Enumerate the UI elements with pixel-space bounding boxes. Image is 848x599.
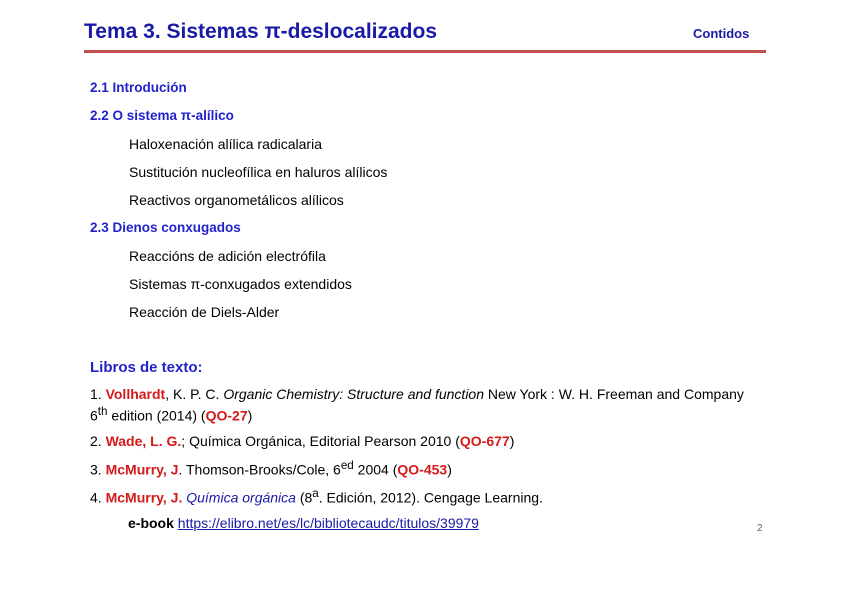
ref-initials: , K. P. C. <box>165 386 224 402</box>
ref-number: 1. <box>90 386 102 402</box>
contents-label: Contidos <box>693 26 750 41</box>
page-title: Tema 3. Sistemas π-deslocalizados <box>84 20 438 43</box>
reference-3 <box>90 457 760 479</box>
ref-author: Wade, L. G. <box>105 432 182 449</box>
ref-edition: (8 <box>295 489 313 506</box>
ref-year: 2004 ( <box>353 461 398 478</box>
ref-close: ) <box>509 432 515 449</box>
reference-1 <box>90 385 760 425</box>
ref-sup: ed <box>340 458 354 472</box>
ref-sup: th <box>97 405 108 418</box>
ref-number: 4. <box>90 489 102 506</box>
ref-publisher: . Edición, 2012). Cengage Learning. <box>318 489 543 506</box>
title-divider <box>84 50 766 53</box>
textbooks-heading: Libros de texto: <box>90 359 203 376</box>
toc-item: Sustitución nucleofílica en haluros alílicos <box>129 164 388 180</box>
toc-item: Reaccións de adición electrófila <box>129 248 326 264</box>
ref-publisher: New York : W. H. Freeman and Company 6 <box>90 386 744 424</box>
toc-item: Haloxenación alílica radicalaria <box>129 136 322 152</box>
ref-close: ) <box>247 407 253 424</box>
toc-item: Reactivos organometálicos alílicos <box>129 192 344 208</box>
ref-publisher: . Thomson-Brooks/Cole, 6 <box>178 461 341 478</box>
ref-number: 3. <box>90 461 102 478</box>
table-of-contents <box>90 79 387 331</box>
ebook-label: e-book <box>128 514 174 531</box>
ebook-line <box>90 514 760 532</box>
ref-title: Química orgánica <box>186 489 296 506</box>
toc-section-introduction: 2.1 Introdución <box>90 80 187 95</box>
ref-author: Vollhardt <box>105 386 166 402</box>
page-number: 2 <box>757 523 763 534</box>
reference-2 <box>90 432 760 450</box>
ref-details: ; Química Orgánica, Editorial Pearson 2010 ( <box>181 432 460 449</box>
reference-4 <box>90 485 760 507</box>
ebook-link[interactable]: https://elibro.net/es/lc/bibliotecaudc/titulos/39979 <box>177 514 479 531</box>
ref-edition: edition (2014) ( <box>107 407 206 424</box>
ref-code: QO-677 <box>459 432 510 449</box>
ref-title: Organic Chemistry: Structure and function <box>223 386 484 402</box>
toc-section-conjugated-dienes: 2.3 Dienos conxugados <box>90 220 241 235</box>
ref-code: QO-453 <box>397 461 448 478</box>
ref-code: QO-27 <box>205 407 248 424</box>
ref-close: ) <box>447 461 452 478</box>
toc-section-allylic-system: 2.2 O sistema π-alílico <box>90 108 234 123</box>
ref-author: McMurry, J. <box>105 489 183 506</box>
ref-sup: a <box>312 487 319 501</box>
toc-item: Reacción de Diels-Alder <box>129 304 280 320</box>
references-list <box>90 385 760 532</box>
ref-author: McMurry, J <box>105 461 179 478</box>
ref-number: 2. <box>90 432 102 449</box>
toc-item: Sistemas π-conxugados extendidos <box>129 276 352 292</box>
